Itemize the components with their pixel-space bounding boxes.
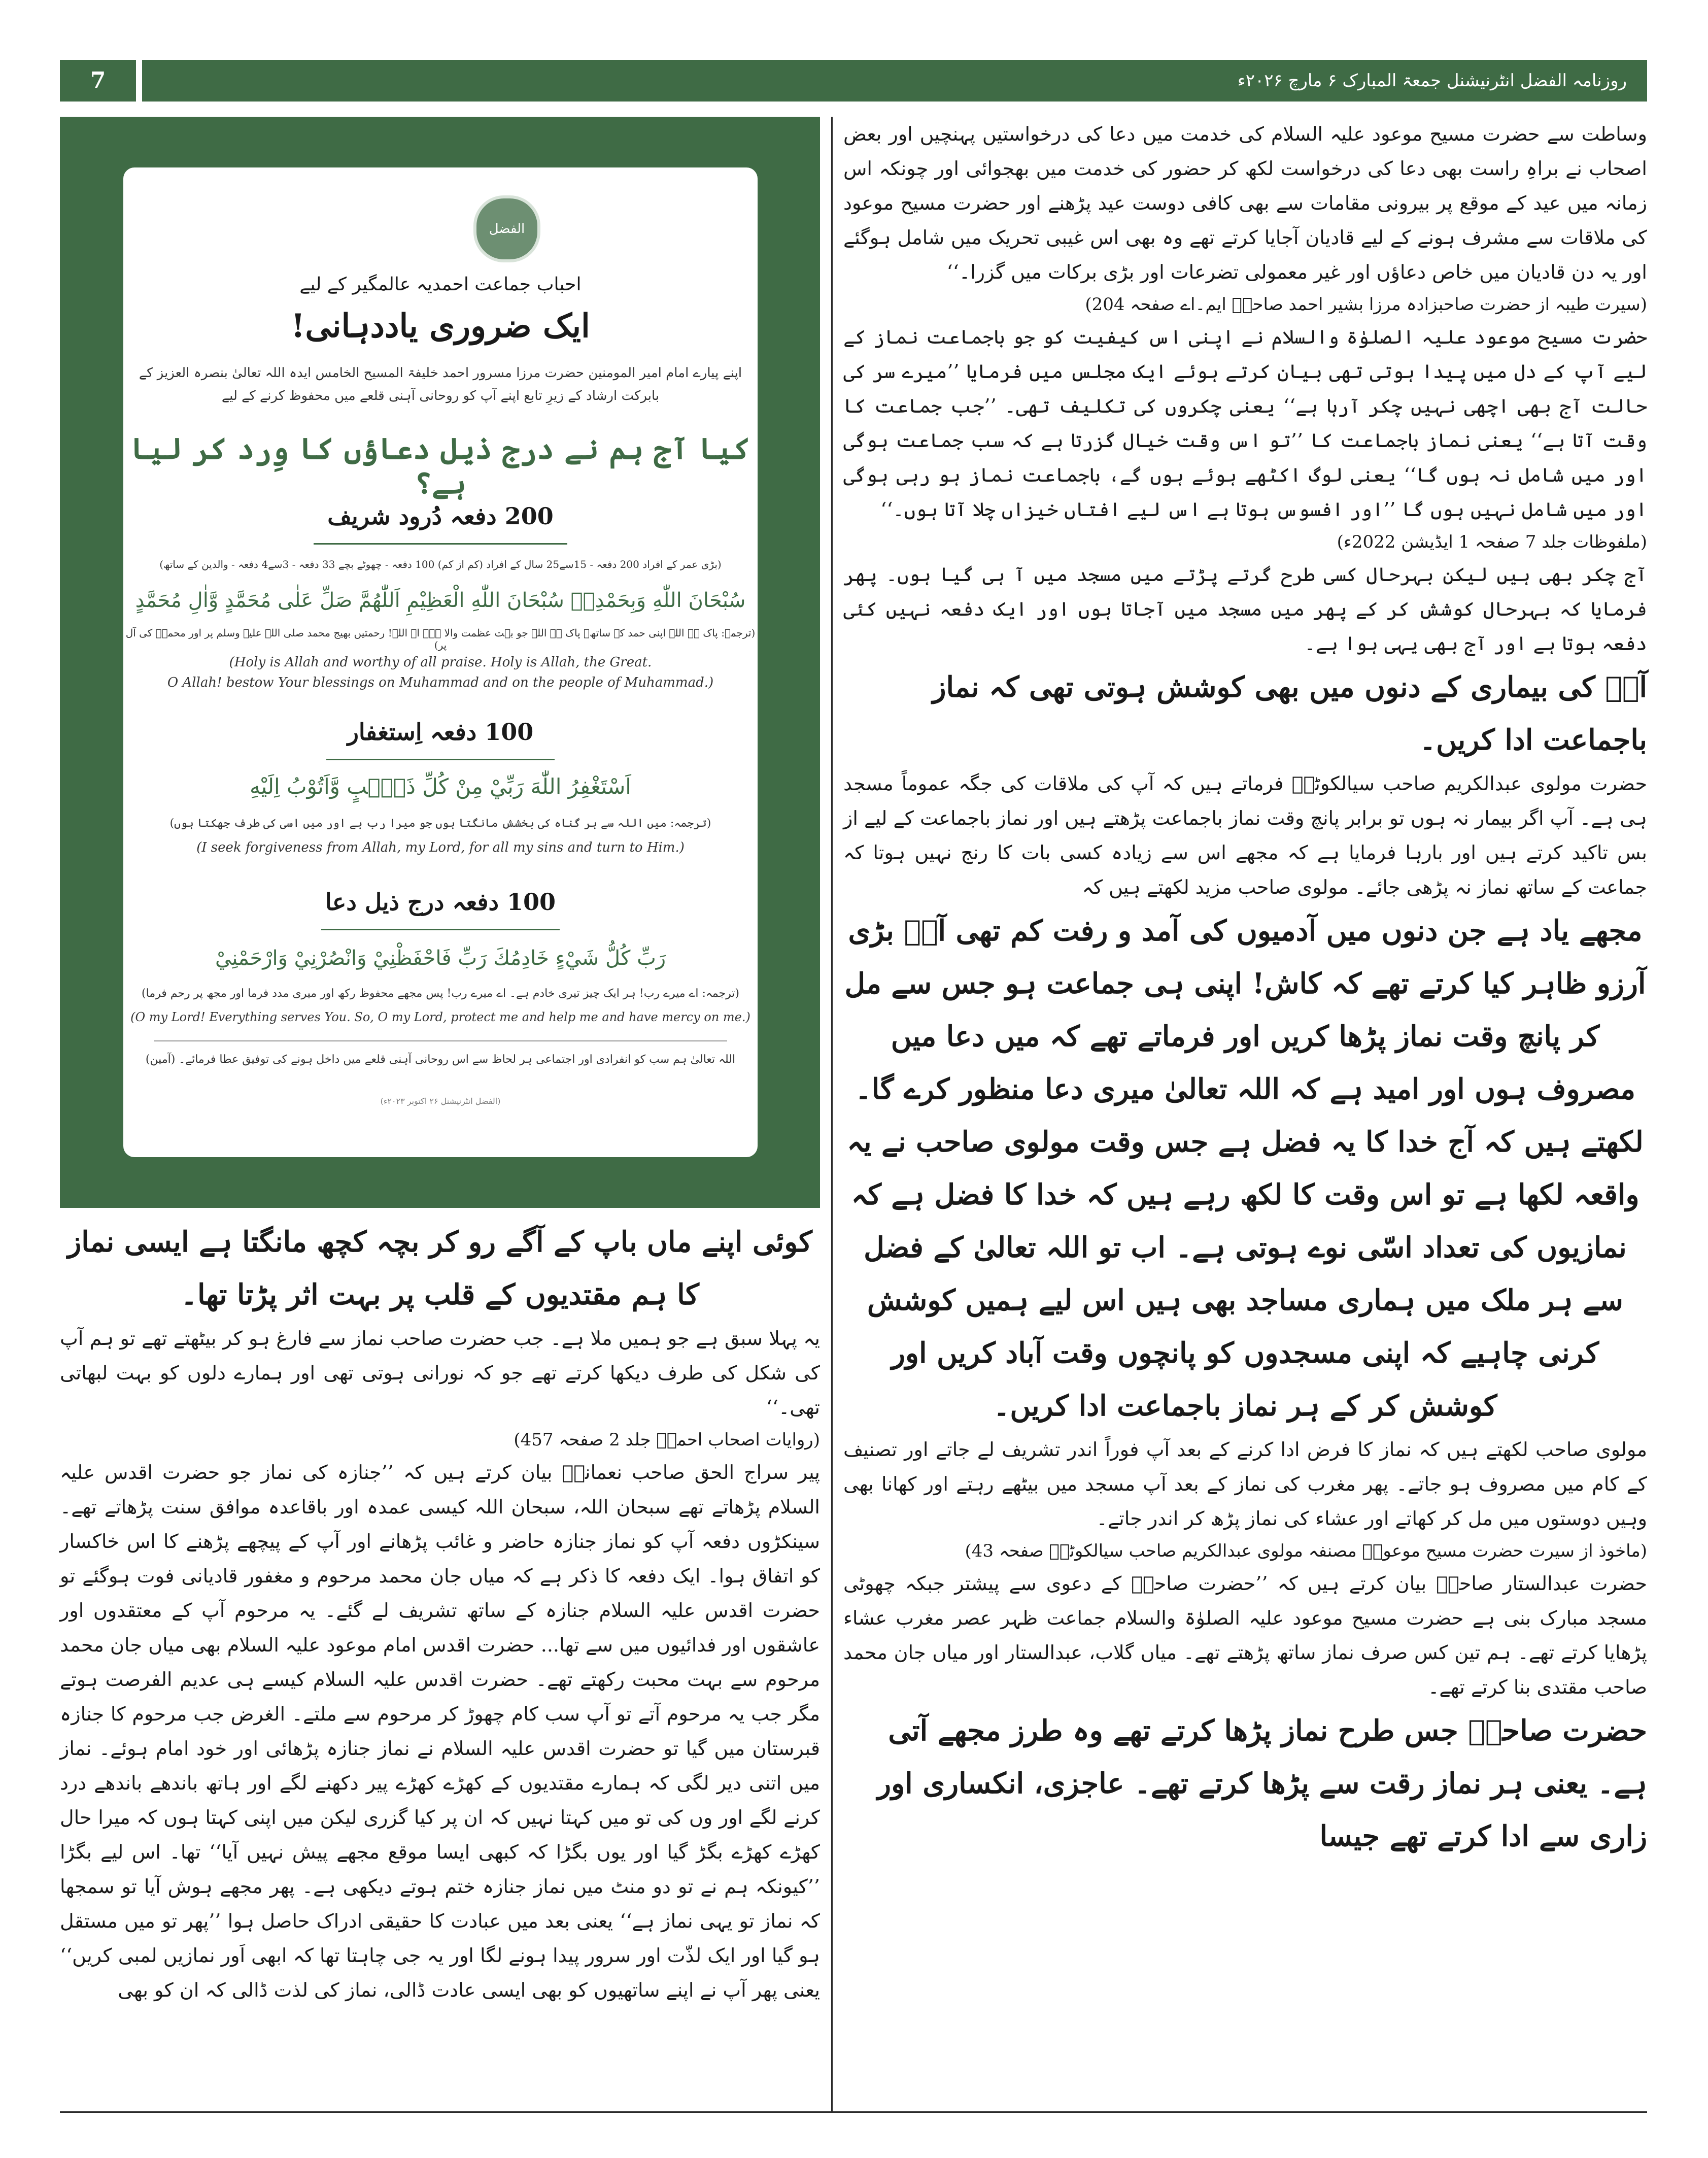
- article-paragraph: مولوی صاحب لکھتے ہیں کہ نماز کا فرض ادا کرنے کے بعد آپ فوراً اندر تشریف لے جاتے اور تصنیف کے کام میں مصروف ہو جاتے۔ پھر مغرب کی نماز کے بعد آپ مسجد میں بیٹھے رہتے اور کھانا بھی وہیں دوستوں میں مل کر کھاتے اور عشاء کی نماز پڑھ کر اندر جاتے۔: [843, 1438, 1647, 1530]
- section-rule: [321, 929, 560, 930]
- left-column: [60, 1216, 820, 2007]
- poster-audience: احباب جماعت احمدیہ عالمگیر کے لیے: [299, 274, 582, 295]
- section-rule: [326, 759, 555, 760]
- page-number: 7: [90, 68, 106, 93]
- poster-closing: اللہ تعالیٰ ہم سب کو انفرادی اور اجتماعی ہر لحاظ سے اس روحانی آہنی قلعے میں داخل ہونے کی توفیق عطا فرمائے۔ (آمین): [145, 1053, 736, 1066]
- article-paragraph: حضرت مسیح موعود علیہ الصلوٰۃ والسلام نے اپنی اس کیفیت کو جو باجماعت نماز کے لیے آپ کے دل میں پیدا ہوتی تھی بیان کرتے ہوئے ایک مجلس میں فرمایا ’’میرے سر کی حالت آج بھی اچھی نہیں چکر آرہا ہے‘‘ یعنی چکروں کی تکلیف تھی۔ ’’جب جماعت کا وقت آتا ہے‘‘ یعنی نماز باجماعت کا ’’تو اس وقت خیال گزرتا ہے کہ سب جماعت ہوگی اور میں شامل نہ ہوں گا‘‘ یعنی لوگ اکٹھے ہوئے ہوں گے، باجماعت نماز ہو رہی ہوگی اور میں شامل نہیں ہوں گا ’’اور افسوس ہوتا ہے اس لیے افتاں خیزاں چلا آتا ہوں۔‘‘: [843, 326, 1647, 521]
- poster-card: [123, 167, 758, 1157]
- section-istighfar-english: (I seek forgiveness from Allah, my Lord, for all my sins and turn to Him.): [196, 840, 685, 855]
- highlight-quote: حضرت صاحبؑ جس طرح نماز پڑھا کرتے تھے وہ طرز مجھے آتی ہے۔ یعنی ہر نماز رقت سے پڑھا کرتے تھے۔ عاجزی، انکساری اور زاری سے ادا کرتے تھے جیسا: [877, 1714, 1647, 1853]
- right-column: [843, 117, 1647, 1863]
- reference: (روایات اصحاب احمدؑ جلد 2 صفحہ 457): [514, 1430, 820, 1450]
- page-header: [60, 60, 1647, 102]
- section-dua-arabic: رَبِّ كُلُّ شَيْءٍ خَادِمُكَ رَبِّ فَاحْفَظْنِيْ وَانْصُرْنِيْ وَارْحَمْنِيْ: [215, 947, 666, 970]
- article-paragraph: یہ پہلا سبق ہے جو ہمیں ملا ہے۔ جب حضرت صاحب نماز سے فارغ ہو کر بیٹھتے تھے تو ہم آپ کی شکل کی طرف دیکھا کرتے تھے جو کہ نورانی ہوتی تھی اور ہمارے دلوں کو بہت لبھاتی تھی۔‘‘: [60, 1327, 820, 1419]
- section-dua-title: 100 دفعہ درج ذیل دعا: [325, 888, 556, 916]
- section-istighfar-urdu: (ترجمہ: میں اللہ سے ہر گناہ کی بخشش مانگتا ہوں جو میرا رب ہے اور میں اسی کی طرف جھکتا ہوں): [169, 817, 711, 830]
- highlight-heading: آپؑ کی بیماری کے دنوں میں بھی کوشش ہوتی تھی کہ نماز باجماعت ادا کریں۔: [932, 670, 1647, 757]
- article-paragraph: پیر سراج الحق صاحب نعمانیؓ بیان کرتے ہیں کہ ’’جنازہ کی نماز جو حضرت اقدس علیہ السلام پڑھاتے تھے سبحان اللہ، سبحان اللہ کیسی عمدہ اور باقاعدہ موافق سنت پڑھاتے تھے۔ سینکڑوں دفعہ آپ کو نماز جنازہ حاضر و غائب پڑھانے اور آپ کے پیچھے پڑھنے کا اس خاکسار کو اتفاق ہوا۔ ایک دفعہ کا ذکر ہے کہ میاں جان محمد مرحوم و مغفور قادیانی فوت ہوگئے تو حضرت اقدس علیہ السلام جنازہ کے ساتھ تشریف لے گئے۔ یہ مرحوم آپ کے معتقدوں اور عاشقوں اور فدائیوں میں سے تھا... حضرت اقدس امام موعود علیہ السلام بھی میاں جان محمد مرحوم سے بہت محبت رکھتے تھے۔ حضرت اقدس علیہ السلام کیسے ہی عدیم الفرصت ہوتے مگر جب یہ مرحوم آتے تو آپ سب کام چھوڑ کر مرحوم سے ملتے۔ الغرض جب مرحوم کا جنازہ قبرستان میں گیا تو حضرت اقدس علیہ السلام نے نماز جنازہ پڑھائی اور خود امام ہوئے۔ نماز میں اتنی دیر لگی کہ ہمارے مقتدیوں کے کھڑے کھڑے پیر دکھنے لگے اور ہاتھ باندھے باندھے درد کرنے لگے اور وں کی تو میں کہتا نہیں کہ ان پر کیا گزری لیکن میں اپنی کہتا ہوں کہ میرا حال کھڑے کھڑے بگڑ گیا اور یوں بگڑا کہ کبھی ایسا موقع مجھے پیش نہیں آیا‘‘ تھا۔ اس لیے بگڑا ’’کیونکہ ہم نے تو دو منٹ میں نماز جنازہ ختم ہوتے دیکھی ہے۔ پھر مجھے ہوش آیا تو سمجھا کہ نماز تو یہی نماز ہے‘‘ یعنی بعد میں عبادت کا حقیقی ادراک حاصل ہوا ’’پھر تو میں مستقل ہو گیا اور ایک لذّت اور سرور پیدا ہونے لگا اور یہ جی چاہتا تھا کہ ابھی اَور نمازیں لمبی کریں‘‘ یعنی پھر آپ نے اپنے ساتھیوں کو بھی ایسی عادت ڈالی، نماز کی لذت ڈالی کہ ان کو بھی: [60, 1461, 820, 2001]
- article-paragraph: آج چکر بھی ہیں لیکن بہرحال کسی طرح گرتے پڑتے میں مسجد میں آ ہی گیا ہوں۔ پھر فرمایا کہ بہرحال کوشش کر کے پھر میں مسجد میں آجاتا ہوں اور ایک دفعہ نہیں کئی دفعہ ہوتا ہے اور آج بھی یہی ہوا ہے۔: [843, 563, 1647, 655]
- section-dua-english: (O my Lord! Everything serves You. So, O my Lord, protect me and help me and have mercy on me.): [130, 1010, 750, 1024]
- section-rule: [314, 543, 567, 545]
- article-paragraph: حضرت مولوی عبدالکریم صاحب سیالکوٹیؓ فرماتے ہیں کہ آپ کی ملاقات کی جگہ عموماً مسجد ہی ہے۔ آپ اگر بیمار نہ ہوں تو برابر پانچ وقت نماز باجماعت پڑھتے ہیں اور نماز باجماعت کے لیے از بس تاکید کرتے ہیں اور بارہا فرمایا ہے کہ مجھے اس سے زیادہ کسی بات کا رنج نہیں ہوتا کہ جماعت کے ساتھ نماز نہ پڑھی جائے۔ مولوی صاحب مزید لکھتے ہیں کہ: [843, 772, 1647, 898]
- section-durood-english-2: O Allah! bestow Your blessings on Muhammad and on the people of Muhammad.): [167, 675, 714, 690]
- poster-footnote: (الفضل انٹرنیشنل ۲۶ اکتوبر ۲۰۲۳ء): [380, 1096, 501, 1106]
- reminder-poster: [60, 117, 820, 1208]
- bottom-rule: [60, 2111, 1647, 2113]
- poster-divider: [154, 1040, 727, 1041]
- article-paragraph: وساطت سے حضرت مسیح موعود علیہ السلام کی خدمت میں دعا کی درخواستیں پہنچیں اور بعض اصحاب نے براہِ راست بھی دعا کی درخواست لکھ کر حضور کی خدمت میں بھجوائی اور چونکہ اس زمانہ میں عید کے موقع پر بیرونی مقامات سے بھی کافی دوست عید پڑھنے اور حضرت مسیح موعود کی ملاقات سے مشرف ہونے کے لیے قادیان آجایا کرتے تھے وہ بھی اس غیبی تحریک میں شامل ہوگئے اور یہ دن قادیان میں خاص دعاؤں اور غیر معمولی تضرعات اور بڑی برکات میں گزرا۔‘‘: [843, 123, 1647, 283]
- alfazl-seal-icon: الفضل: [473, 195, 540, 262]
- poster-question: کیا آج ہم نے درج ذیل دعاؤں کا وِرد کر لیا ہے؟: [130, 431, 750, 500]
- section-durood-urdu: (ترجمہ: پاک ہے اللہ اپنی حمد کے ساتھ۔ پاک ہے اللہ جو بہت عظمت والا ہے۔ اے اللہ! رحمتیں بھیج محمد صلی اللہ علیہ وسلم پر اور محمدؐ کی آل پر): [125, 627, 756, 651]
- section-durood-note: (بڑی عمر کے افراد 200 دفعہ - 15سے25 سال کے افراد (کم از کم) 100 دفعہ - چھوٹے بچے 33 دفعہ - 3سے4 دفعہ - والدین کے ساتھ): [159, 558, 722, 570]
- section-durood-arabic: سُبْحَانَ اللّٰهِ وَبِحَمْدِهٖ سُبْحَانَ اللّٰهِ الْعَظِيْمِ اَللّٰهُمَّ صَلِّ عَلٰى مُحَمَّدٍ وَّاٰلِ مُحَمَّدٍ: [135, 589, 746, 612]
- article-paragraph: حضرت عبدالستار صاحبؓ بیان کرتے ہیں کہ ’’حضرت صاحبؑ کے دعوی سے پیشتر جبکہ چھوٹی مسجد مبارک بنی ہے حضرت مسیح موعود علیہ الصلوٰۃ والسلام جماعت ظہر عصر مغرب عشاء پڑھایا کرتے تھے۔ ہم تین کس صرف نماز ساتھ پڑھتے تھے۔ میاں گلاب، عبدالستار اور میاں جان محمد صاحب مقتدی بنا کرتے تھے۔: [843, 1572, 1647, 1698]
- highlight-quote: مجھے یاد ہے جن دنوں میں آدمیوں کی آمد و رفت کم تھی آپؑ بڑی آرزو ظاہر کیا کرتے تھے کہ کاش! اپنی ہی جماعت ہو جس سے مل کر پانچ وقت نماز پڑھا کریں اور فرماتے تھے کہ میں دعا میں مصروف ہوں اور امید ہے کہ اللہ تعالیٰ میری دعا منظور کرے گا۔ لکھتے ہیں کہ آج خدا کا یہ فضل ہے جس وقت مولوی صاحب نے یہ واقعہ لکھا ہے تو اس وقت کا لکھ رہے ہیں کہ خدا کا فضل ہے کہ نمازیوں کی تعداد اسّی نوے ہوتی ہے۔ اب تو اللہ تعالیٰ کے فضل سے ہر ملک میں ہماری مساجد بھی ہیں اس لیے ہمیں کوشش کرنی چاہیے کہ اپنی مسجدوں کو پانچوں وقت آباد کریں اور کوشش کر کے ہر نماز باجماعت ادا کریں۔: [844, 914, 1646, 1423]
- reference: (ماخوذ از سیرت حضرت مسیح موعودؑ مصنفہ مولوی عبدالکریم صاحب سیالکوٹیؓ صفحہ 43): [965, 1541, 1647, 1561]
- section-dua-urdu: (ترجمہ: اے میرے رب! ہر ایک چیز تیری خادم ہے۔ اے میرے رب! پس مجھے محفوظ رکھ اور میری مدد فرما اور مجھ پر رحم فرما): [142, 987, 739, 1000]
- poster-intro-2: بابرکت ارشاد کے زیرِ تابع اپنے آپ کو روحانی آہنی قلعے میں محفوظ کرنے کے لیے: [221, 388, 660, 403]
- reference: (سیرت طیبہ از حضرت صاحبزادہ مرزا بشیر احمد صاحبؓ ایم۔اے صفحہ 204): [1085, 294, 1647, 315]
- section-durood-title: 200 دفعہ دُرود شریف: [327, 502, 554, 530]
- reference: (ملفوظات جلد 7 صفحہ 1 ایڈیشن 2022ء): [1337, 532, 1647, 552]
- poster-headline: ایک ضروری یاددہانی!: [291, 307, 590, 345]
- section-istighfar-title: 100 دفعہ اِستغفار: [347, 718, 534, 746]
- column-divider: [831, 117, 833, 2111]
- poster-intro-1: اپنے پیارے امام امیر المومنین حضرت مرزا مسرور احمد خلیفۃ المسیح الخامس ایدہ اللہ تعالیٰ بنصرہ العزیز کے: [139, 365, 742, 381]
- header-separator: [136, 60, 142, 102]
- section-istighfar-arabic: اَسْتَغْفِرُ اللّٰهَ رَبِّيْ مِنْ كُلِّ ذَنْۢبٍ وَّاَتُوْبُ اِلَيْهِ: [250, 774, 631, 799]
- newspaper-title: روزنامہ الفضل انٹرنیشنل جمعۃ المبارک ۶ مارچ ۲۰۲۶ء: [1237, 71, 1627, 91]
- section-durood-english-1: (Holy is Allah and worthy of all praise. Holy is Allah, the Great.: [229, 655, 652, 670]
- highlight-quote: کوئی اپنے ماں باپ کے آگے رو کر بچہ کچھ مانگتا ہے ایسی نماز کا ہم مقتدیوں کے قلب پر بہت اثر پڑتا تھا۔: [67, 1225, 812, 1311]
